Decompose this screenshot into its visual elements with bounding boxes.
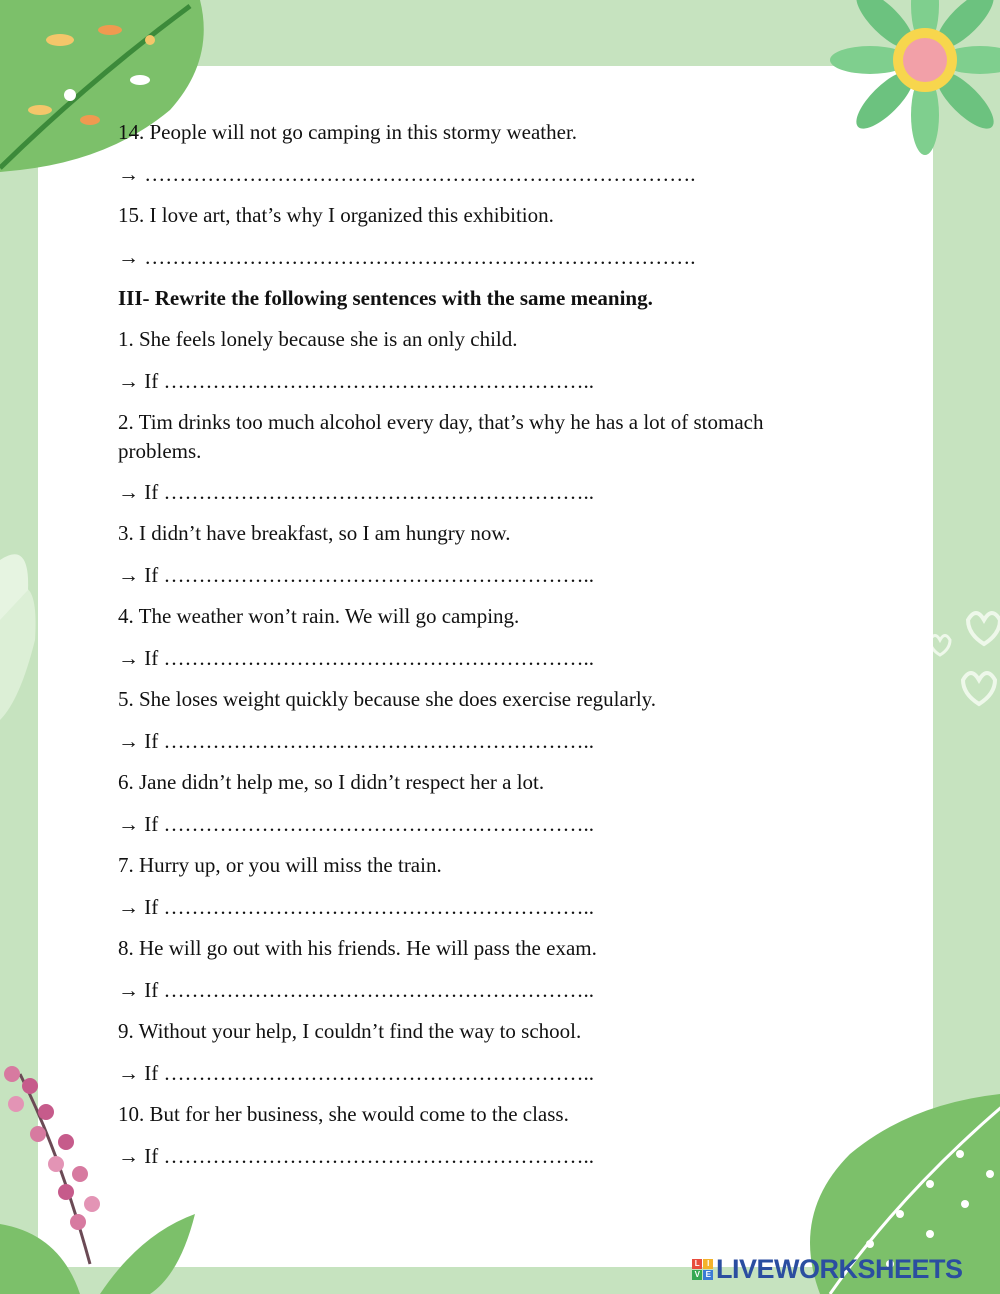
sentence-9: 9. Without your help, I couldn’t find the way to school. bbox=[118, 1019, 582, 1043]
section-heading: III- Rewrite the following sentences with the same meaning. bbox=[118, 286, 653, 310]
liveworksheets-logo[interactable] bbox=[692, 1254, 963, 1284]
lavender-decoration bbox=[0, 1064, 200, 1294]
sentence-15: 15. I love art, that’s why I organized this exhibition. bbox=[118, 203, 554, 227]
answer-line-8[interactable]: → If …………………………………………………….. bbox=[118, 978, 594, 1002]
sentence-4: 4. The weather won’t rain. We will go camping. bbox=[118, 604, 520, 628]
sentence-8: 8. He will go out with his friends. He will pass the exam. bbox=[118, 936, 597, 960]
sentence-14: 14. People will not go camping in this stormy weather. bbox=[118, 120, 578, 144]
answer-line-14[interactable]: → ……………………………………………………………………. bbox=[118, 162, 696, 186]
sentence-1: 1. She feels lonely because she is an only child. bbox=[118, 327, 518, 351]
sentence-7: 7. Hurry up, or you will miss the train. bbox=[118, 853, 442, 877]
logo-text: LIVEWORKSHEETS bbox=[716, 1253, 963, 1284]
answer-line-15[interactable]: → ……………………………………………………………………. bbox=[118, 245, 696, 269]
answer-line-5[interactable]: → If …………………………………………………….. bbox=[118, 729, 594, 753]
answer-line-10[interactable]: → If …………………………………………………….. bbox=[118, 1144, 594, 1168]
answer-line-7[interactable]: → If …………………………………………………….. bbox=[118, 895, 594, 919]
answer-line-3[interactable]: → If …………………………………………………….. bbox=[118, 563, 594, 587]
answer-line-1[interactable]: → If …………………………………………………….. bbox=[118, 369, 594, 393]
answer-line-4[interactable]: → If …………………………………………………….. bbox=[118, 646, 594, 670]
sentence-2: 2. Tim drinks too much alcohol every day, that’s why he has a lot of stomach problems. bbox=[118, 410, 764, 463]
sentence-3: 3. I didn’t have breakfast, so I am hungry now. bbox=[118, 521, 511, 545]
monstera-leaf-decoration bbox=[0, 0, 220, 180]
answer-line-6[interactable]: → If …………………………………………………….. bbox=[118, 812, 594, 836]
sentence-10: 10. But for her business, she would come to the class. bbox=[118, 1102, 569, 1126]
sentence-5: 5. She loses weight quickly because she does exercise regularly. bbox=[118, 687, 657, 711]
logo-badge-icon: L I V E bbox=[692, 1259, 713, 1280]
sentence-6: 6. Jane didn’t help me, so I didn’t respect her a lot. bbox=[118, 770, 545, 794]
flower-decoration bbox=[820, 0, 1000, 170]
answer-line-9[interactable]: → If …………………………………………………….. bbox=[118, 1061, 594, 1085]
answer-line-2[interactable]: → If …………………………………………………….. bbox=[118, 480, 594, 504]
